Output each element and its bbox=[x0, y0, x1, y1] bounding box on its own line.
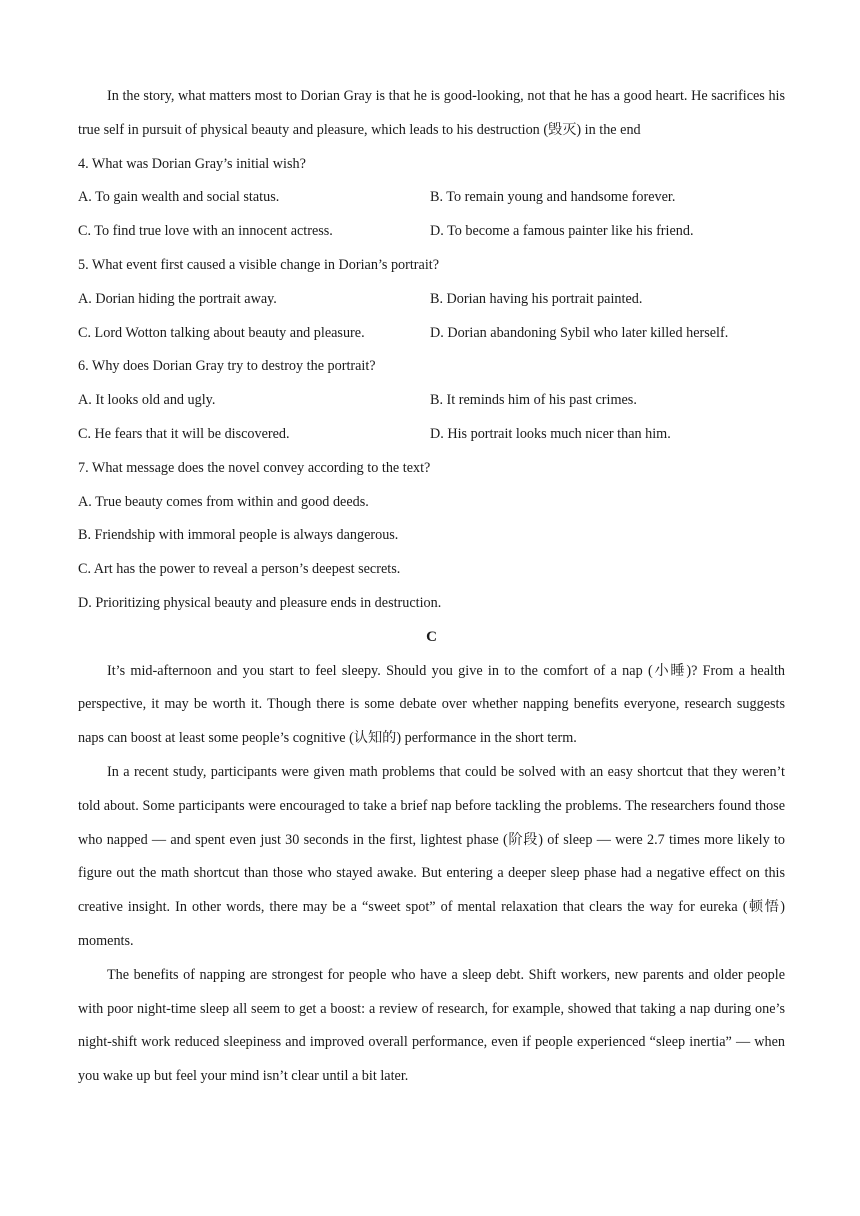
question-6-option-a: A. It looks old and ugly. bbox=[78, 392, 216, 409]
question-5-option-c: C. Lord Wotton talking about beauty and pleasure. bbox=[78, 324, 365, 341]
question-5-option-a: A. Dorian hiding the portrait away. bbox=[78, 290, 277, 307]
question-6-option-d: D. His portrait looks much nicer than him. bbox=[430, 425, 671, 442]
section-c-paragraph-2: In a recent study, participants were given math problems that could be solved with an easy shortcut that they weren’t told about. Some participants were encouraged to take a brief nap before tackling the problems. The researchers found those who napped — and spent even just 30 seconds in the first, lightest phase (阶段) of sleep — were 2.7 times more likely to figure out the math shortcut than those who stayed awake. But entering a deeper sleep phase had a negative effect on this creative insight. In other words, there may be a “sweet spot” of mental relaxation that clears the way for eureka (顿悟) moments. bbox=[78, 763, 785, 949]
question-4-option-c: C. To find true love with an innocent actress. bbox=[78, 223, 333, 240]
question-5-stem: 5. What event first caused a visible change in Dorian’s portrait? bbox=[78, 256, 440, 273]
document-page bbox=[78, 80, 785, 1094]
question-4-option-d: D. To become a famous painter like his friend. bbox=[430, 223, 694, 240]
question-7-option-a: A. True beauty comes from within and good deeds. bbox=[78, 493, 369, 510]
question-4-options-row-1 bbox=[78, 181, 785, 215]
question-5-options-row-1 bbox=[78, 283, 785, 317]
question-7-option-d: D. Prioritizing physical beauty and pleasure ends in destruction. bbox=[78, 594, 442, 611]
question-5-options-row-2 bbox=[78, 317, 785, 351]
question-6-stem: 6. Why does Dorian Gray try to destroy the portrait? bbox=[78, 358, 376, 375]
section-c-title: C bbox=[426, 628, 437, 645]
intro-paragraph: In the story, what matters most to Dorian Gray is that he is good-looking, not that he has a good heart. He sacrifices his true self in pursuit of physical beauty and pleasure, which leads to his destruction (毁灭) in the end bbox=[78, 88, 785, 138]
question-6-options-row-2 bbox=[78, 418, 785, 452]
question-5-option-d: D. Dorian abandoning Sybil who later killed herself. bbox=[430, 324, 729, 341]
question-5-option-b: B. Dorian having his portrait painted. bbox=[430, 290, 643, 307]
question-7-stem: 7. What message does the novel convey according to the text? bbox=[78, 459, 431, 476]
question-7-option-b: B. Friendship with immoral people is always dangerous. bbox=[78, 527, 399, 544]
section-c-paragraph-3: The benefits of napping are strongest for people who have a sleep debt. Shift workers, new parents and older people with poor night-time sleep all seem to get a boost: a review of research, for example, showed that taking a nap during one’s night-shift work reduced sleepiness and improved overall performance, even if people experienced “sleep inertia” — when you wake up but feel your mind isn’t clear until a bit later. bbox=[78, 966, 785, 1085]
question-7-option-c: C. Art has the power to reveal a person’s deepest secrets. bbox=[78, 561, 401, 578]
question-4-stem: 4. What was Dorian Gray’s initial wish? bbox=[78, 155, 306, 172]
question-4-option-b: B. To remain young and handsome forever. bbox=[430, 189, 676, 206]
question-4-option-a: A. To gain wealth and social status. bbox=[78, 189, 280, 206]
section-c-paragraph-1: It’s mid-afternoon and you start to feel sleepy. Should you give in to the comfort of a nap (小睡)? From a health perspective, it may be worth it. Though there is some debate over whether napping benefits everyone, research suggests naps can boost at least some people’s cognitive (认知的) performance in the short term. bbox=[78, 662, 785, 747]
question-6-option-c: C. He fears that it will be discovered. bbox=[78, 425, 290, 442]
question-6-option-b: B. It reminds him of his past crimes. bbox=[430, 392, 637, 409]
question-4-options-row-2 bbox=[78, 215, 785, 249]
question-6-options-row-1 bbox=[78, 384, 785, 418]
